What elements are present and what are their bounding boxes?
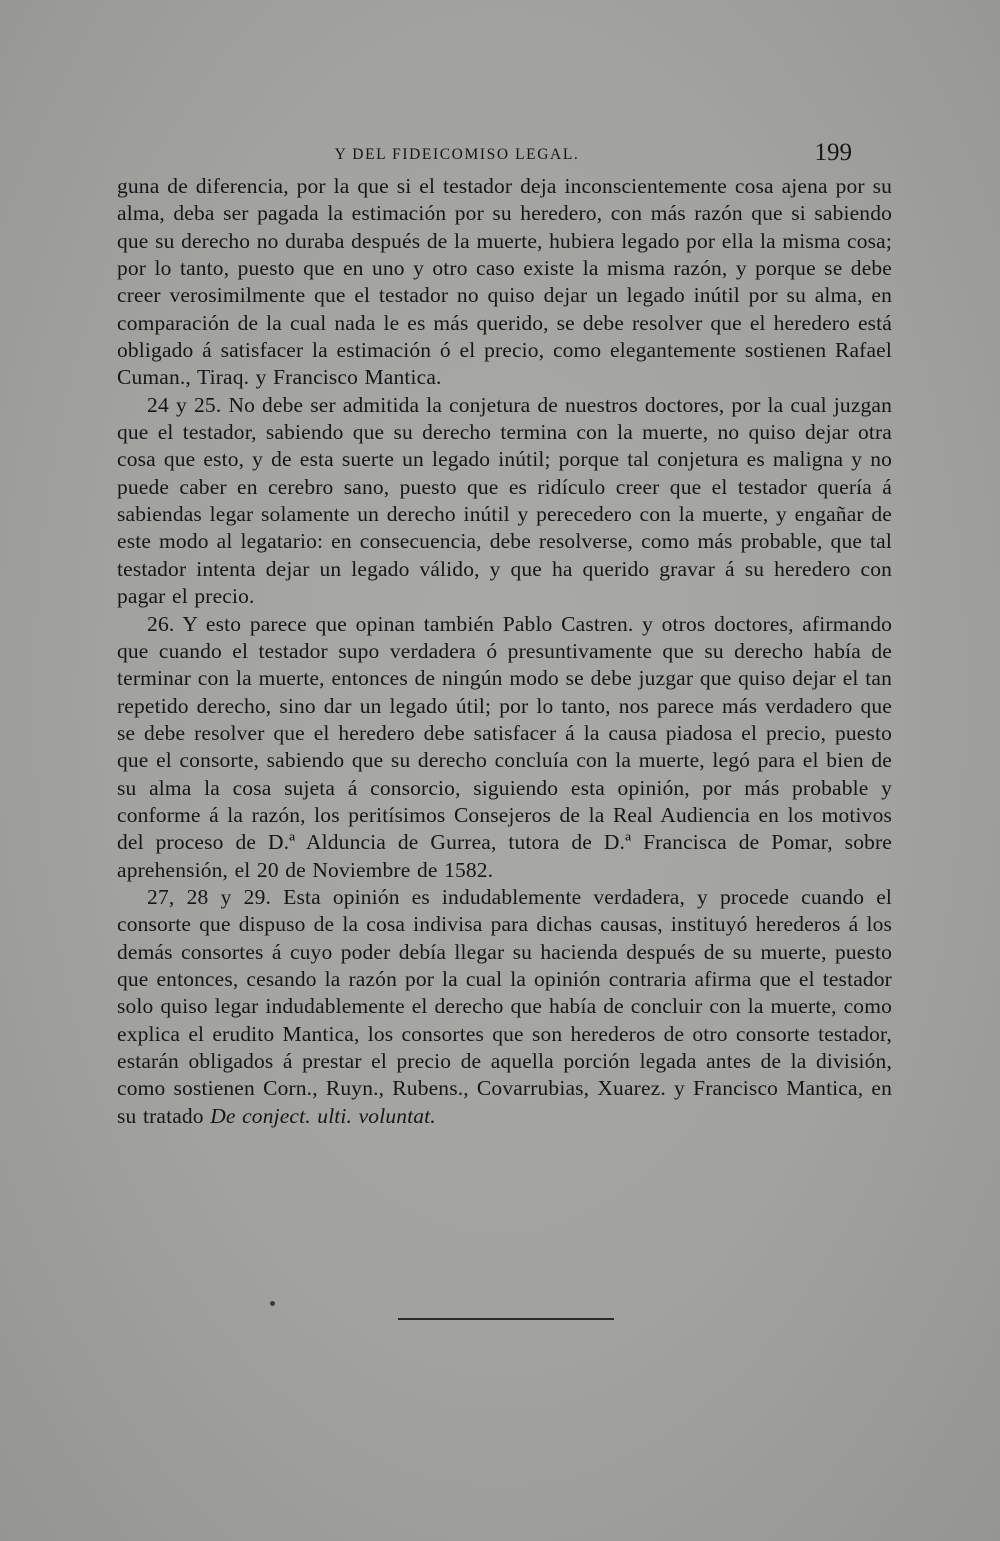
body-text <box>117 173 892 1130</box>
section-end-rule <box>398 1318 614 1320</box>
running-title: Y DEL FIDEICOMISO LEGAL. <box>334 146 580 163</box>
paragraph <box>117 392 892 611</box>
paragraph <box>117 884 892 1130</box>
page-number: 199 <box>814 139 852 166</box>
paragraph-text: guna de diferencia, por la que si el testador deja inconscientemente cosa ajena por su alma, deba ser pagada la estimación por su heredero, con más razón que si sabiendo que su derecho no duraba después de la muerte, hubiera legado por ella la misma cosa; por lo tanto, puesto que en uno y otro caso existe la misma razón, y porque se debe creer verosimilmente que el testador no quiso dejar un legado inútil por su alma, en comparación de la cual nada le es más querido, se debe resolver que el heredero está obligado á satisfacer la estimación ó el precio, como elegantemente sostienen Rafael Cuman., Tiraq. y Francisco Mantica. <box>117 174 892 390</box>
paragraph-text: No debe ser admitida la conjetura de nuestros doctores, por la cual juzgan que el testador, sabiendo que su derecho termina con la muerte, no quiso dejar otra cosa que esto, y de esta suerte un legado inútil; porque tal conjetura es maligna y no puede caber en cerebro sano, puesto que es ridículo creer que el testador quería á sabiendas legar solamente un derecho inútil y perecedero con la muerte, y engañar de este modo al legatario: en consecuencia, debe resolverse, como más probable, que tal testador intenta dejar un legado válido, y que ha querido gravar á su heredero con pagar el precio. <box>117 392 892 609</box>
paragraph-text: Esta opinión es indudablemente verdadera, y procede cuando el consorte que dispuso de la cosa indivisa para dichas causas, instituyó herederos á los demás consortes á cuyo poder debía llegar su hacienda después de su muerte, puesto que entonces, cesando la razón por la cual la opinión contraria afirma que el testador solo quiso legar indudablemente el derecho que había de concluir con la muerte, como explica el erudito Mantica, los consortes que son herederos de otro consorte testador, estarán obligados á prestar el precio de aquella porción legada antes de la división, como sostienen Corn., Ruyn., Rubens., Covarrubias, Xuarez. y Francisco Mantica, en su tratado <box>117 884 893 1128</box>
paragraph-number: 27, 28 y 29. <box>147 884 272 909</box>
running-head <box>117 138 892 172</box>
paragraph-number: 26. <box>147 611 175 636</box>
paragraph <box>117 611 892 884</box>
paragraph-text: Y esto parece que opinan también Pablo Castren. y otros doctores, afirmando que cuando el testador supo verdadera ó presuntivamente que su derecho había de terminar con la muerte, entonces de ningún modo se debe juzgar que quiso dejar el tan repetido derecho, sino dar un legado útil; por lo tanto, nos parece más verdadero que se debe resolver que el heredero debe satisfacer á la causa piadosa el precio, puesto que el consorte, sabiendo que su derecho concluía con la muerte, legó para el bien de su alma la cosa sujeta á consorcio, siguiendo esta opinión, por más probable y conforme á la razón, los peritísimos Consejeros de la Real Audiencia en los motivos del proceso de D.ª Alduncia de Gurrea, tutora de D.ª Francisca de Pomar, sobre aprehensión, el 20 de Noviembre de 1582. <box>117 611 893 882</box>
book-title-citation: De conject. ulti. voluntat. <box>210 1103 436 1128</box>
ink-speck <box>270 1301 275 1306</box>
paragraph-number: 24 y 25. <box>147 392 222 417</box>
paragraph <box>117 173 892 392</box>
